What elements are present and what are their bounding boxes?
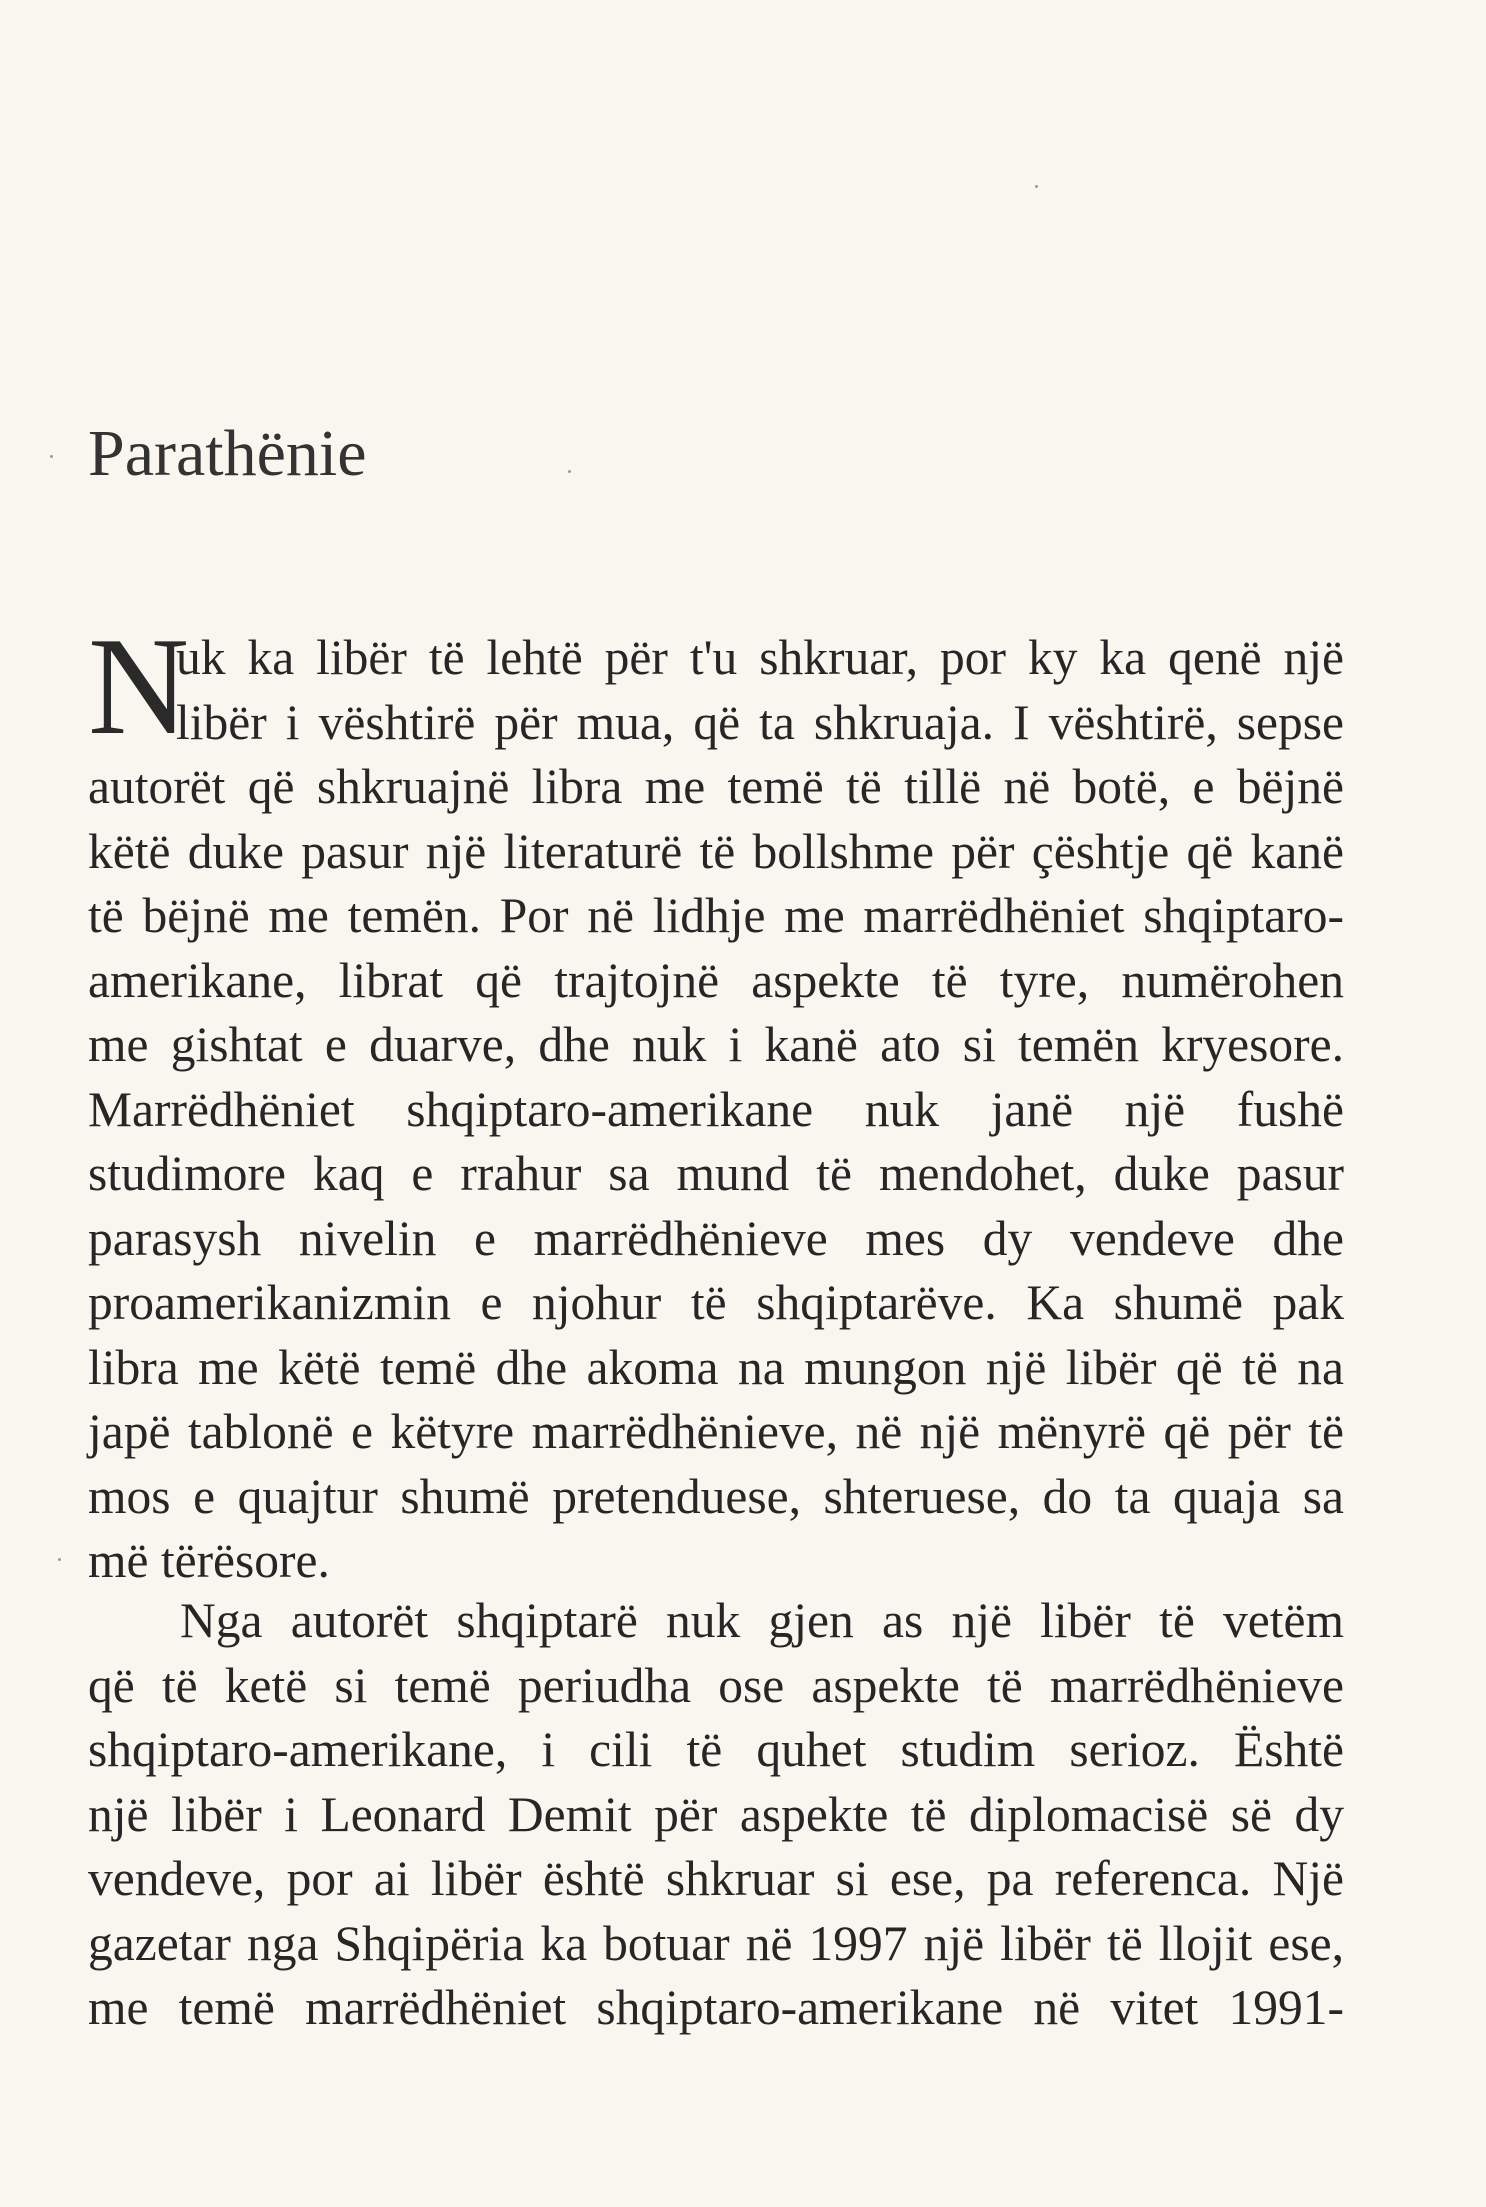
text-line: më tërësore. — [88, 1533, 330, 1588]
text-line: studimore kaq e rrahur sa mund të mendohet, duke pasur — [88, 1146, 1344, 1201]
text-line: Marrëdhëniet shqiptaro-amerikane nuk janë një fushë — [88, 1081, 1344, 1137]
text-line: japë tablonë e këtyre marrëdhënieve, në një mënyrë që për të — [88, 1404, 1344, 1459]
text-line: këtë duke pasur një literaturë të bollshme për çështje që kanë — [88, 823, 1344, 879]
text-line: libër i vështirë për mua, që ta shkruaja. I vështirë, sepse — [176, 694, 1344, 750]
text-line: gazetar nga Shqipëria ka botuar në 1997 një libër të llojit ese, — [88, 1915, 1344, 1971]
text-line: një libër i Leonard Demit për aspekte të diplomacisë së dy — [88, 1786, 1344, 1842]
text-line: Nga autorët shqiptarë nuk gjen as një libër të vetëm — [180, 1593, 1344, 1648]
text-line: amerikane, librat që trajtojnë aspekte të tyre, numërohen — [88, 952, 1344, 1008]
text-line: vendeve, por ai libër është shkruar si ese, pa referenca. Një — [88, 1851, 1344, 1906]
chapter-title: Parathënie — [88, 417, 367, 490]
text-line: me temë marrëdhëniet shqiptaro-amerikane në vitet 1991- — [88, 1980, 1344, 2035]
text-line: libra me këtë temë dhe akoma na mungon një libër që të na — [88, 1339, 1344, 1395]
text-line: që të ketë si temë periudha ose aspekte të marrëdhënieve — [88, 1657, 1344, 1713]
drop-cap-letter: N — [88, 609, 190, 764]
paper-speck — [58, 1558, 61, 1561]
paper-speck — [1035, 185, 1038, 188]
text-line: të bëjnë me temën. Por në lidhje me marrëdhëniet shqiptaro- — [88, 888, 1344, 943]
paper-speck — [50, 455, 53, 458]
text-line: shqiptaro-amerikane, i cili të quhet studim serioz. Është — [88, 1722, 1344, 1777]
paper-speck — [568, 470, 571, 473]
text-line: parasysh nivelin e marrëdhënieve mes dy vendeve dhe — [88, 1210, 1344, 1266]
paragraph-2 — [88, 1589, 1344, 2041]
text-line: mos e quajtur shumë pretenduese, shteruese, do ta quaja sa — [88, 1468, 1344, 1524]
text-line: proamerikanizmin e njohur të shqiptarëve. Ka shumë pak — [88, 1275, 1344, 1330]
text-line: me gishtat e duarve, dhe nuk i kanë ato si temën kryesore. — [88, 1017, 1344, 1072]
text-line: uk ka libër të lehtë për t'u shkruar, por ky ka qenë një — [176, 630, 1344, 685]
text-line: autorët që shkruajnë libra me temë të tillë në botë, e bëjnë — [88, 759, 1344, 814]
paragraph-1 — [88, 609, 1344, 1594]
